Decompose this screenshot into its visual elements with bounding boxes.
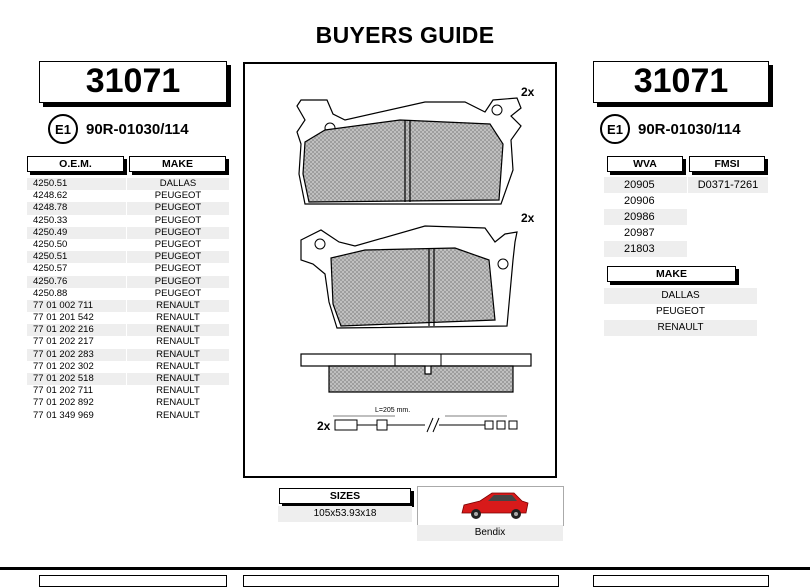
make-name: RENAULT (156, 385, 200, 397)
make-name: PEUGEOT (154, 238, 202, 250)
fmsi-value: D0371-7261 (688, 177, 768, 193)
make-name: PEUGEOT (154, 263, 202, 275)
sizes-value: 105x53.93x18 (278, 506, 412, 522)
oem-number: 77 01 202 892 (33, 397, 94, 409)
wva-header: WVA (607, 156, 683, 172)
oem-number: 4250.57 (33, 263, 68, 275)
sensor-length: L=205 mm. (375, 407, 411, 414)
oem-number: 4250.50 (33, 238, 68, 250)
ece-icon: E1 (48, 114, 78, 144)
oem-number: 4250.33 (33, 214, 68, 226)
oem-number: 4250.88 (33, 287, 68, 299)
oem-number: 77 01 201 542 (33, 312, 94, 324)
make-list-header: MAKE (607, 266, 736, 282)
oem-header: O.E.M. (27, 156, 124, 172)
make-name: DALLAS (127, 178, 229, 190)
make-name: RENAULT (156, 397, 200, 409)
make-name: RENAULT (127, 300, 229, 312)
oem-number: 77 01 202 711 (33, 385, 94, 397)
make-name: RENAULT (156, 312, 200, 324)
make-name: RENAULT (127, 373, 229, 385)
part-number-left: 31071 (39, 61, 227, 103)
sensor-plug (377, 420, 387, 430)
ece-approval-number: 90R-01030/114 (638, 120, 741, 138)
oem-number: 4250.51 (27, 251, 126, 263)
qty-label: 2x (317, 419, 331, 433)
sensor-connector (335, 420, 357, 430)
make-name: PEUGEOT (154, 214, 202, 226)
make-name: RENAULT (156, 336, 200, 348)
make-name: RENAULT (127, 349, 229, 361)
oem-number: 77 01 002 711 (27, 300, 126, 312)
friction-material (303, 120, 503, 202)
wva-number: 20986 (604, 209, 687, 225)
page-divider (0, 567, 810, 570)
oem-number: 77 01 202 518 (27, 373, 126, 385)
make-name: RENAULT (156, 360, 200, 372)
oem-number: 4248.62 (33, 190, 68, 202)
next-part-box (593, 575, 769, 587)
make-name: RENAULT (127, 324, 229, 336)
oem-number: 4250.76 (27, 276, 126, 288)
make-name: PEUGEOT (127, 251, 229, 263)
ece-approval-number: 90R-01030/114 (86, 120, 189, 138)
friction-material (331, 248, 495, 326)
oem-number: 77 01 349 969 (33, 409, 94, 421)
ece-icon: E1 (600, 114, 630, 144)
wva-number: 20987 (624, 227, 655, 239)
car-image (417, 486, 564, 526)
make-list (604, 288, 757, 336)
oem-column (27, 178, 126, 422)
brand-label: Bendix (417, 525, 563, 541)
next-diagram-box (243, 575, 559, 587)
ece-approval-left (48, 114, 189, 144)
make-name: PEUGEOT (154, 287, 202, 299)
oem-number: 4250.49 (27, 227, 126, 239)
next-part-box (39, 575, 227, 587)
oem-number: 77 01 202 283 (27, 349, 126, 361)
wva-column (604, 177, 687, 257)
page-title: BUYERS GUIDE (315, 22, 495, 48)
make-name: DALLAS (604, 288, 757, 304)
wva-number: 20905 (604, 177, 687, 193)
sizes-header: SIZES (279, 488, 411, 504)
side-view-friction (329, 366, 513, 392)
fmsi-column (688, 177, 768, 193)
oem-number: 77 01 202 216 (27, 324, 126, 336)
make-name: PEUGEOT (656, 306, 705, 317)
make-column (127, 178, 229, 422)
oem-number: 77 01 202 217 (33, 336, 94, 348)
make-name: RENAULT (156, 409, 200, 421)
brake-pad-diagram (243, 62, 557, 478)
wva-number: 21803 (604, 241, 687, 257)
make-name: PEUGEOT (127, 227, 229, 239)
make-header: MAKE (129, 156, 226, 172)
part-number-right: 31071 (593, 61, 769, 103)
ece-approval-right (600, 114, 741, 144)
side-view-plate (301, 354, 531, 366)
qty-label: 2x (521, 211, 535, 225)
oem-number: 4250.51 (27, 178, 126, 190)
sensor-tip (485, 421, 493, 429)
sensor-tip (497, 421, 505, 429)
oem-number: 4248.78 (27, 202, 126, 214)
oem-number: 77 01 202 302 (33, 360, 94, 372)
qty-label: 2x (521, 85, 535, 99)
make-name: PEUGEOT (154, 190, 202, 202)
wva-number: 20906 (624, 195, 655, 207)
make-name: RENAULT (604, 320, 757, 336)
make-name: PEUGEOT (127, 202, 229, 214)
fmsi-header: FMSI (689, 156, 765, 172)
sensor-tip (509, 421, 517, 429)
make-name: PEUGEOT (127, 276, 229, 288)
